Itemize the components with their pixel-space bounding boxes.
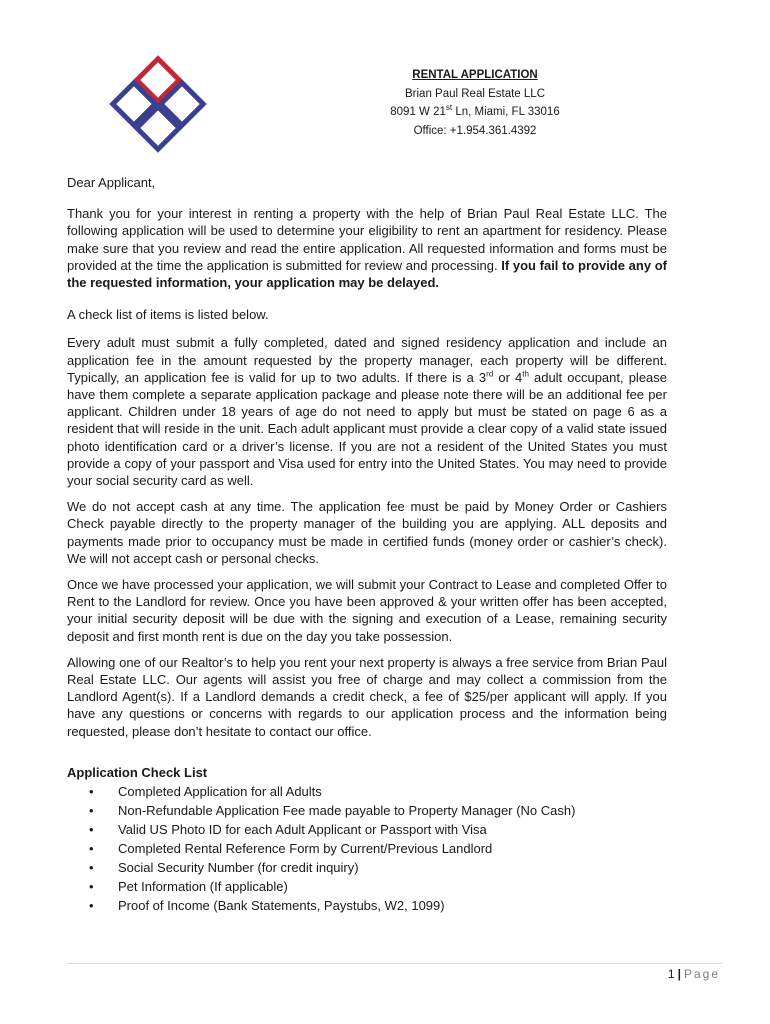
adult-text-2: or 4 xyxy=(493,369,523,385)
ordinal-rd: rd xyxy=(486,369,494,379)
bullet-icon: • xyxy=(89,879,94,895)
company-name: Brian Paul Real Estate LLC xyxy=(405,87,545,100)
letter-body xyxy=(67,174,667,915)
ordinal-th: th xyxy=(522,369,529,379)
bullet-icon: • xyxy=(89,841,94,857)
checklist-item-text: Pet Information (If applicable) xyxy=(118,879,288,895)
greeting: Dear Applicant, xyxy=(67,175,156,190)
page-number: 1 xyxy=(667,967,675,981)
checklist-item-text: Completed Application for all Adults xyxy=(118,784,322,800)
checklist-note: A check list of items is listed below. xyxy=(67,307,269,323)
bullet-icon: • xyxy=(89,803,94,819)
intro-warning: If you fail to provide any of the requested information, your application may be delayed. xyxy=(67,257,667,291)
checklist-item-text: Valid US Photo ID for each Adult Applicant or Passport with Visa xyxy=(118,822,487,838)
address-street-number: 8091 W 21 xyxy=(390,106,446,118)
checklist-title: Application Check List xyxy=(67,764,208,780)
document-title: RENTAL APPLICATION xyxy=(412,69,538,81)
page-label: Page xyxy=(683,967,720,981)
address-ordinal: st xyxy=(445,103,453,113)
intro-text: Thank you for your interest in renting a property with the help of Brian Paul Real Estate LLC. The following application will be used to determine your eligibility to rent an apartment for residency. Please make sure that you review and read the entire application. All requested information and forms must be provided at the time the application is submitted for review and processing. xyxy=(67,206,667,273)
page-footer xyxy=(668,967,720,981)
bullet-icon: • xyxy=(89,898,94,914)
checklist-item xyxy=(67,782,667,801)
checklist-item xyxy=(67,801,667,820)
footer-divider xyxy=(67,963,722,964)
address-rest: Ln, Miami, FL 33016 xyxy=(452,106,560,118)
bullet-icon: • xyxy=(89,822,94,838)
checklist-item xyxy=(67,877,667,896)
adult-text-3: adult occupant, please have them complete a separate application package and please note there will be an additional fee per applicant. Children under 18 years of age do not need to apply but must be stated on page 6 as a resident that will reside in the unit. Each adult applicant must provide a clear copy of a valid state issued photo identification card or a driver’s license. If you are not a resident of the United States you must provide a copy of your passport and Visa used for entry into the United States. You may need to provide your social security card as well. xyxy=(67,369,668,489)
payment-paragraph: We do not accept cash at any time. The application fee must be paid by Money Order or Cashiers Check payable directly to the property manager of the building you are applying. ALL deposits and payments made prior to occupancy must be made in certified funds (money order or cashier’s check). We will not accept cash or personal checks. xyxy=(67,499,667,566)
checklist-item-text: Proof of Income (Bank Statements, Paystubs, W2, 1099) xyxy=(118,898,445,914)
adult-requirements-paragraph xyxy=(67,334,667,489)
footer-separator: | xyxy=(677,967,681,981)
checklist xyxy=(67,782,667,915)
checklist-item-text: Completed Rental Reference Form by Current/Previous Landlord xyxy=(118,841,493,857)
letterhead xyxy=(370,66,580,140)
checklist-item xyxy=(67,858,667,877)
adult-text-1: Every adult must submit a fully completed, dated and signed residency application and include an application fee in the amount requested by the property manager, each property will be different. Typically, an application fee is valid for up to two adults. If there is a 3 xyxy=(67,335,667,385)
realtor-paragraph: Allowing one of our Realtor’s to help you rent your next property is always a free service from Brian Paul Real Estate LLC. Our agents will assist you free of charge and may collect a commission from the Landlord Agent(s). If a Landlord demands a credit check, a fee of $25/per applicant will apply. If you have any questions or concerns with regards to our application process and the information being requested, please don’t hesitate to contact our office. xyxy=(67,654,667,739)
checklist-item-text: Non-Refundable Application Fee made payable to Property Manager (No Cash) xyxy=(118,803,576,819)
checklist-item-text: Social Security Number (for credit inquiry) xyxy=(118,860,359,876)
checklist-item xyxy=(67,839,667,858)
bullet-icon: • xyxy=(89,784,94,800)
office-phone: Office: +1.954.361.4392 xyxy=(413,124,537,137)
company-address xyxy=(370,103,580,122)
checklist-item xyxy=(67,896,667,915)
checklist-item xyxy=(67,820,667,839)
process-paragraph: Once we have processed your application, we will submit your Contract to Lease and completed Offer to Rent to the Landlord for review. Once you have been approved & your written offer has been accepted, your initial security deposit will be due with the signing and execution of a Lease, remaining security deposit and first month rent is due on the day you take possession. xyxy=(67,577,667,644)
company-logo xyxy=(104,52,212,156)
intro-paragraph xyxy=(67,205,667,291)
bullet-icon: • xyxy=(89,860,94,876)
